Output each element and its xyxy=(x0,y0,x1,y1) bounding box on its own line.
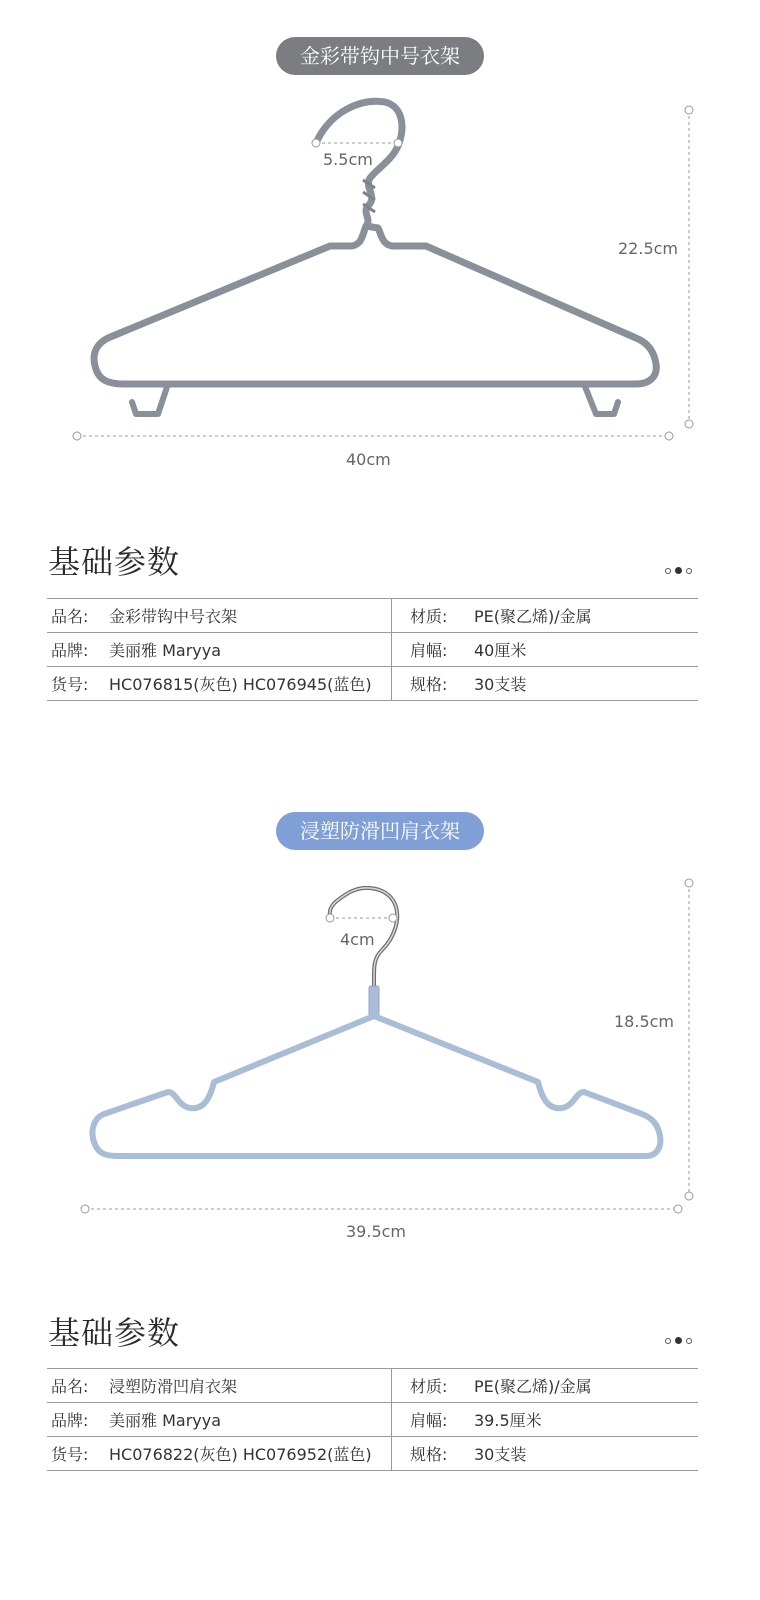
spec-row xyxy=(47,1437,698,1471)
hanger-body xyxy=(94,226,656,384)
spec-row xyxy=(47,1369,698,1403)
spec-value: 浸塑防滑凹肩衣架 xyxy=(109,1377,238,1396)
spec-heading: 基础参数 xyxy=(48,543,181,581)
product-title-pill: 金彩带钩中号衣架 xyxy=(276,37,484,75)
hanger-body xyxy=(92,1016,660,1156)
spec-key: 规格: xyxy=(410,1445,448,1464)
spec-row xyxy=(47,1403,698,1437)
spec-key: 品名: xyxy=(51,1377,89,1396)
spec-key: 货号: xyxy=(51,1445,89,1464)
spec-row xyxy=(47,633,698,667)
spec-key: 货号: xyxy=(51,675,89,694)
width-dimension-label: 39.5cm xyxy=(346,1222,407,1241)
spec-value: HC076822(灰色) HC076952(蓝色) xyxy=(109,1445,372,1464)
hook-dimension-label: 5.5cm xyxy=(323,150,373,169)
spec-value: HC076815(灰色) HC076945(蓝色) xyxy=(109,675,372,694)
height-dimension-label: 18.5cm xyxy=(614,1012,675,1031)
product-section-1 xyxy=(0,0,760,780)
spec-key: 品名: xyxy=(51,607,89,626)
decorative-dots xyxy=(665,1337,692,1344)
product-title-pill: 浸塑防滑凹肩衣架 xyxy=(276,812,484,850)
width-dimension-label: 40cm xyxy=(346,450,391,469)
spec-row xyxy=(47,667,698,701)
spec-key: 材质: xyxy=(410,1377,448,1396)
spec-value: 39.5厘米 xyxy=(474,1411,542,1430)
spec-key: 品牌: xyxy=(51,641,89,660)
decorative-dots xyxy=(665,567,692,574)
hanger-right-hook xyxy=(584,384,618,414)
spec-value: 美丽雅 Maryya xyxy=(109,1411,222,1430)
spec-value: 30支装 xyxy=(474,675,527,694)
spec-key: 材质: xyxy=(410,607,448,626)
hook-dimension-label: 4cm xyxy=(340,930,375,949)
spec-value: 金彩带钩中号衣架 xyxy=(109,607,238,626)
hanger-left-hook xyxy=(132,384,168,414)
hanger-diagram-1 xyxy=(0,0,760,520)
spec-table xyxy=(47,1368,698,1471)
spec-key: 肩幅: xyxy=(410,641,448,660)
spec-table xyxy=(47,598,698,701)
spec-value: 美丽雅 Maryya xyxy=(109,641,222,660)
spec-heading: 基础参数 xyxy=(48,1314,181,1352)
spec-value: PE(聚乙烯)/金属 xyxy=(474,1377,592,1396)
spec-key: 肩幅: xyxy=(410,1411,448,1430)
spec-value: PE(聚乙烯)/金属 xyxy=(474,607,592,626)
product-section-2 xyxy=(0,780,760,1600)
spec-key: 规格: xyxy=(410,675,448,694)
height-dimension-label: 22.5cm xyxy=(618,239,679,258)
spec-value: 40厘米 xyxy=(474,641,527,660)
spec-value: 30支装 xyxy=(474,1445,527,1464)
spec-row xyxy=(47,599,698,633)
spec-key: 品牌: xyxy=(51,1411,89,1430)
